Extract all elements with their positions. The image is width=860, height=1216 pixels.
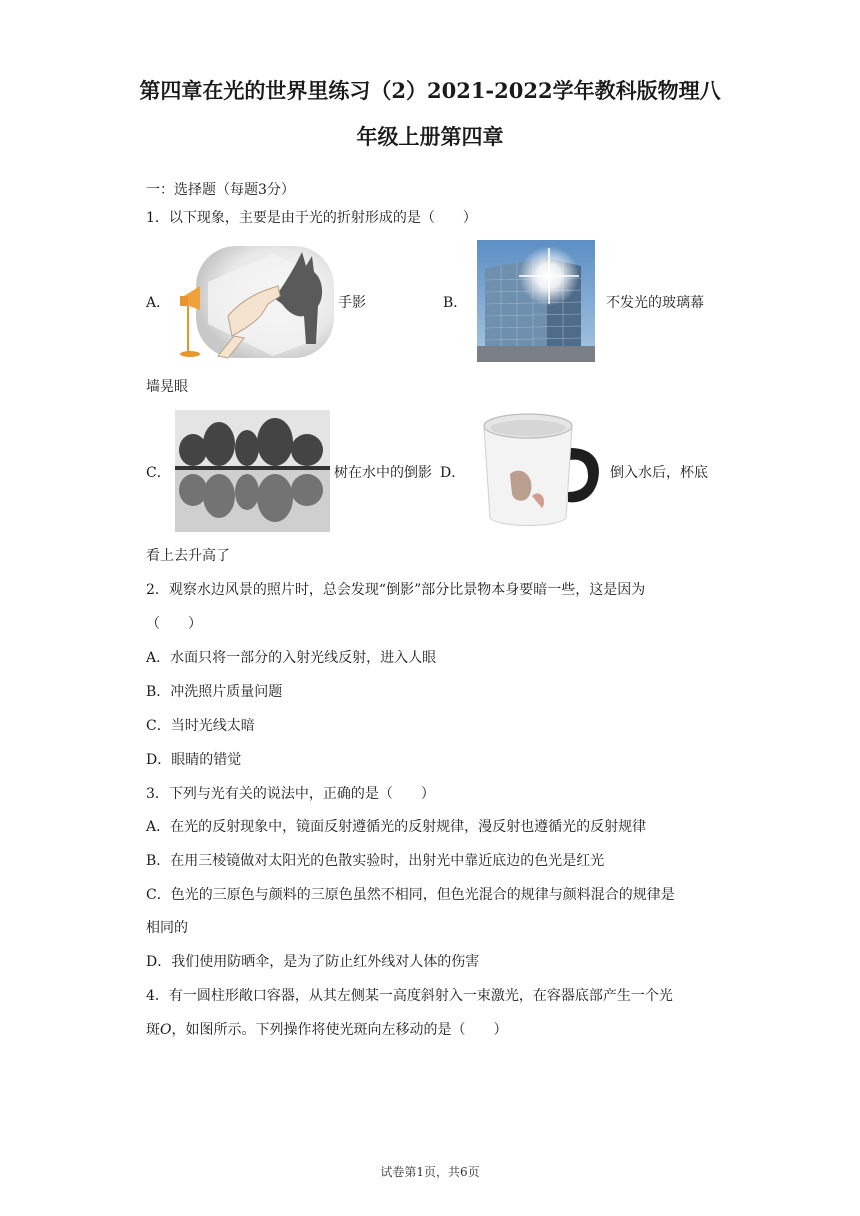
q3-option-c: C．色光的三原色与颜料的三原色虽然不相同，但色光混合的规律与颜料混合的规律是: [146, 887, 675, 903]
page-footer: 试卷第1页，共6页: [380, 1165, 480, 1179]
q2-option-a: A．水面只将一部分的入射光线反射，进入人眼: [146, 650, 437, 666]
question-2-stem: 2．观察水边风景的照片时，总会发现“倒影”部分比景物本身要暗一些，这是因为: [146, 582, 646, 598]
title-line-1: 第四章在光的世界里练习（2）2021-2022学年教科版物理八: [139, 78, 721, 103]
q3-option-c-continuation: 相同的: [146, 920, 188, 936]
q1-option-b-text: 不发光的玻璃幕: [606, 295, 704, 311]
question-4-stem: 4．有一圆柱形敞口容器，从其左侧某一高度斜射入一束激光，在容器底部产生一个光: [146, 988, 673, 1004]
section-heading: 一：选择题（每题3分）: [146, 182, 295, 198]
tree-reflection-image: [175, 410, 330, 532]
q1-option-d-text: 倒入水后，杯底: [610, 465, 708, 481]
glass-building-image: [477, 240, 595, 362]
q3-option-a: A．在光的反射现象中，镜面反射遵循光的反射规律，漫反射也遵循光的反射规律: [146, 819, 647, 835]
q1-option-c-label: C．: [146, 465, 171, 481]
q1-option-d-continuation: 看上去升高了: [146, 548, 230, 564]
question-2-stem-continuation: （ ）: [146, 616, 202, 632]
mug-image: [470, 404, 602, 532]
q1-option-a-text: 手影: [338, 295, 366, 311]
q1-option-b-continuation: 墙晃眼: [146, 379, 188, 395]
document-title: [60, 68, 800, 160]
q1-option-c-text: 树在水中的倒影: [334, 465, 432, 481]
title-line-2: 年级上册第四章: [356, 124, 504, 149]
q1-option-d-label: D．: [440, 465, 466, 481]
q1-option-a-label: A．: [146, 295, 171, 311]
q2-option-b: B．冲洗照片质量问题: [146, 684, 283, 700]
question-3-stem: 3．下列与光有关的说法中，正确的是（ ）: [146, 786, 435, 802]
q3-option-d: D．我们使用防晒伞，是为了防止红外线对人体的伤害: [146, 954, 480, 970]
q1-option-b-label: B．: [443, 295, 468, 311]
question-1-stem: 1．以下现象，主要是由于光的折射形成的是（ ）: [146, 210, 477, 226]
q2-option-c: C．当时光线太暗: [146, 718, 255, 734]
hand-shadow-image: [178, 244, 334, 362]
spot-o-symbol: O: [160, 1022, 172, 1038]
q2-option-d: D．眼睛的错觉: [146, 752, 242, 768]
q3-option-b: B．在用三棱镜做对太阳光的色散实验时，出射光中靠近底边的色光是红光: [146, 853, 605, 869]
question-4-stem-continuation: 斑O，如图所示。下列操作将使光斑向左移动的是（ ）: [146, 1022, 508, 1038]
